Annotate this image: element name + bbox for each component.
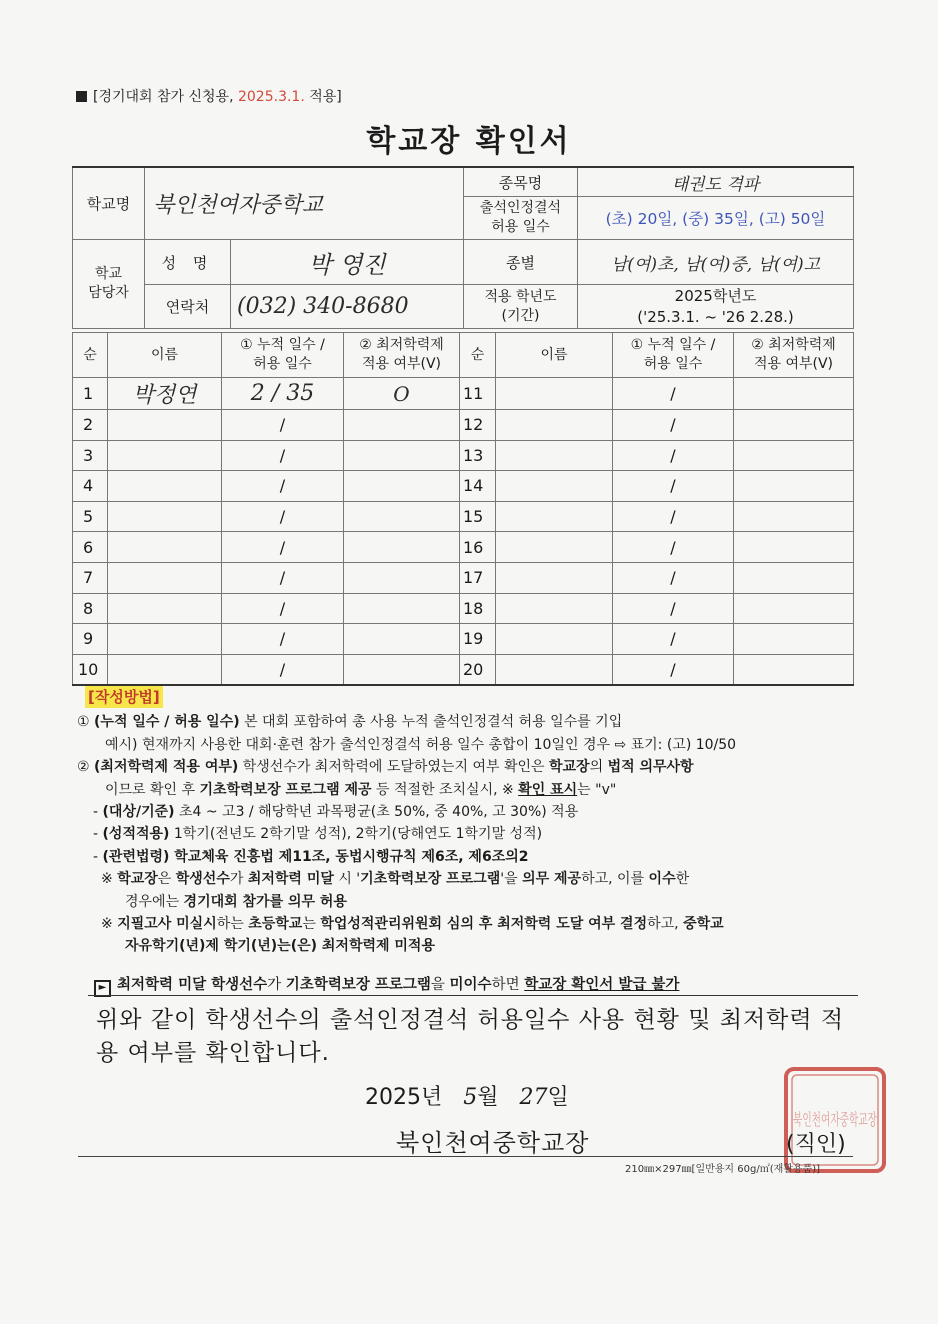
seal-text: 북인천여자중학교장 <box>793 1110 878 1129</box>
note-elementary-cont: 자유학기(년)제 학기(년)는(은) 최저학력제 미적용 <box>125 938 435 955</box>
instruction-1-example: 예시) 현재까지 사용한 대회·훈련 참가 출석인정결석 허용 일수 총합이 10일인 경우 ⇨ 표기: (고) 10/50 <box>105 736 737 753</box>
table-row: 7 / 17 / <box>73 562 854 593</box>
detail-grades: - (성적적용) 1학기(전년도 2학기말 성적), 2학기(당해연도 1학기말 성적) <box>93 826 543 843</box>
form-usage-note: [경기대회 참가 신청용, 2025.3.1. 적용] <box>76 86 342 106</box>
signature-date: 2025년 5월 27일 <box>365 1085 569 1110</box>
name-label: 성 명 <box>145 240 231 285</box>
col-header-no: 순 <box>73 333 108 378</box>
effective-date: 2025.3.1. <box>237 89 305 105</box>
divider <box>88 995 858 996</box>
detail-law: - (관련법령) 학교체육 진흥법 제11조, 동법시행규칙 제6조, 제6조의2 <box>93 848 529 865</box>
final-warning: ► 최저학력 미달 학생선수가 기초학력보장 프로그램을 미이수하면 학교장 확인서 발급 불가 <box>94 973 864 1000</box>
note-elementary: ※ 지필고사 미실시하는 초등학교는 학업성적관리위원회 심의 후 최저학력 도달 여부 결정하고, 중학교 <box>101 916 724 933</box>
attendance-label: 출석인정결석 허용 일수 <box>464 197 578 240</box>
col-header-min: ② 최저학력제 적용 여부(V) <box>344 333 460 378</box>
table-row: 5 / 15 / <box>73 501 854 532</box>
table-row: 3 / 13 / <box>73 440 854 471</box>
year-value: 2025학년도 ('25.3.1. ~ '26 2.28.) <box>578 285 854 329</box>
note-principal-duty-cont: 경우에는 경기대회 참가를 의무 허용 <box>125 893 347 910</box>
table-row: 4 / 14 / <box>73 471 854 502</box>
col-header-no: 순 <box>460 333 496 378</box>
name-value: 박 영진 <box>231 240 464 285</box>
contact-person-label: 학교 담당자 <box>73 240 145 329</box>
table-row: 2 / 12 / <box>73 410 854 441</box>
year-label: 적용 학년도 (기간) <box>464 285 578 329</box>
seal-label: (직인) <box>786 1132 846 1157</box>
detail-target: - (대상/기준) 초4 ~ 고3 / 해당학년 과목평균(초 50%, 중 40%, 고 30%) 적용 <box>93 804 579 821</box>
col-header-days: ① 누적 일수 / 허용 일수 <box>222 333 344 378</box>
school-name-value: 북인천여자중학교 <box>145 167 464 240</box>
event-label: 종목명 <box>464 167 578 197</box>
table-row: 6 / 16 / <box>73 532 854 563</box>
principal-name: 북인천여중학교장 <box>396 1129 590 1157</box>
paper-spec: 210㎜×297㎜[일반용지 60g/㎡(재활용품)] <box>625 1164 821 1175</box>
attendance-allowed-days: (초) 20일, (중) 35일, (고) 50일 <box>578 197 854 240</box>
info-table <box>72 166 854 329</box>
document-title: 학교장 확인서 <box>366 124 572 159</box>
table-row: 1 박정연 2 / 35 O 11 / <box>73 378 854 410</box>
table-header-row <box>73 333 854 378</box>
instruction-2-cont: 이므로 확인 후 기초학력보장 프로그램 제공 등 적절한 조치실시, ※ 확인 표시는 "v" <box>105 781 617 798</box>
col-header-min: ② 최저학력제 적용 여부(V) <box>734 333 854 378</box>
square-bullet-icon <box>76 91 87 102</box>
bottom-divider <box>78 1156 853 1157</box>
school-name-label: 학교명 <box>73 167 145 240</box>
phone-value: (032) 340-8680 <box>231 285 464 329</box>
col-header-days: ① 누적 일수 / 허용 일수 <box>613 333 734 378</box>
instruction-2: ② (최저학력제 적용 여부) 학생선수가 최저학력에 도달하였는지 여부 확인은 학교장의 법적 의무사항 <box>77 759 694 776</box>
category-value: 남(여)초, 남(여)중, 남(여)고 <box>578 240 854 285</box>
student-table <box>72 332 854 686</box>
table-row: 9 / 19 / <box>73 624 854 655</box>
instruction-1: ① (누적 일수 / 허용 일수) 본 대회 포함하여 총 사용 누적 출석인정결석 허용 일수를 기입 <box>77 714 623 731</box>
arrow-right-icon: ► <box>94 980 111 997</box>
col-header-name: 이름 <box>496 333 613 378</box>
instructions-badge: [작성방법] <box>85 686 163 708</box>
category-label: 종별 <box>464 240 578 285</box>
table-row: 10 / 20 / <box>73 654 854 685</box>
table-row: 8 / 18 / <box>73 593 854 624</box>
phone-label: 연락처 <box>145 285 231 329</box>
col-header-name: 이름 <box>108 333 222 378</box>
confirmation-statement: 위와 같이 학생선수의 출석인정결석 허용일수 사용 현황 및 최저학력 적용 여부를 확인합니다. <box>96 1007 845 1066</box>
instructions <box>77 686 862 958</box>
event-value: 태권도 격파 <box>578 167 854 197</box>
official-seal-icon <box>780 1065 888 1175</box>
note-principal-duty: ※ 학교장은 학생선수가 최저학력 미달 시 '기초학력보장 프로그램'을 의무 제공하고, 이를 이수한 <box>101 871 690 888</box>
